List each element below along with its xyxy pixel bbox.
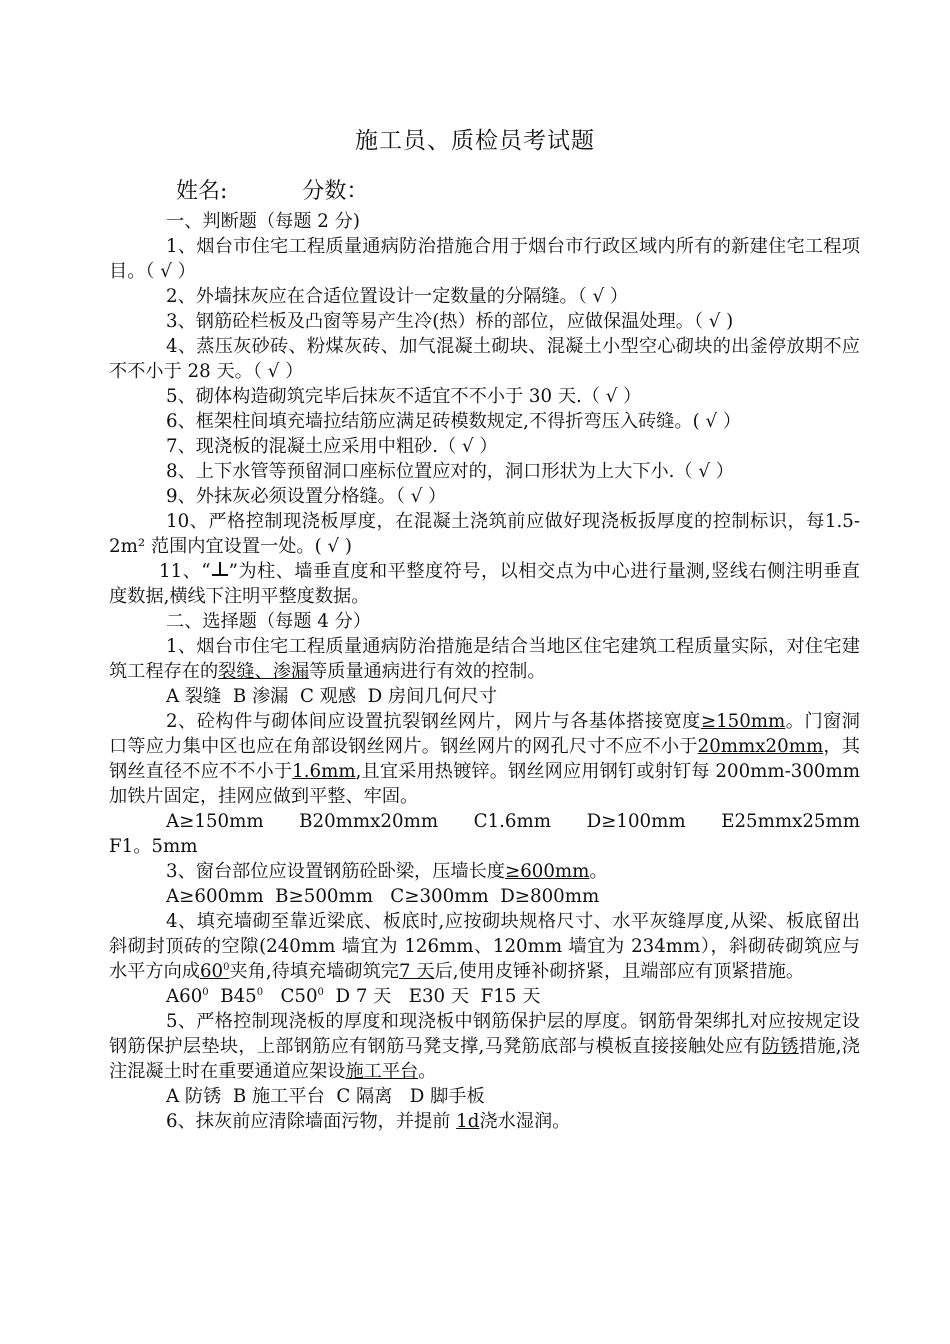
c4-option-rest: D 7 天 E30 天 F15 天 [323,986,541,1007]
c2-answer-3: 1.6mm [292,761,356,782]
c5-text-c: 。 [418,1061,437,1082]
c2-option-d: D≥100mm [586,811,686,832]
judge-question-11 [109,559,860,609]
exam-content [109,209,860,1134]
choice-question-3 [109,859,860,884]
c3-text-b: 。 [589,861,608,882]
c6-text-b: 浇水湿润。 [479,1111,571,1132]
section-choice-title: 二、选择题（每题 4 分） [166,611,372,632]
judge-q11-text-a: 11、“ [159,561,211,582]
judge-question-4: 4、蒸压灰砂砖、粉煤灰砖、加气混凝土砌块、混凝土小型空心砌块的出釜停放期不应不不小于 28 天。（ √ ） [109,336,860,382]
perpendicular-symbol-icon [211,562,229,578]
choice-question-6 [109,1109,860,1134]
choice-question-4 [109,909,860,984]
c4-answer-1-degree: 0 [223,962,230,973]
judge-question-7: 7、现浇板的混凝土应采用中粗砂.（ √ ） [166,436,498,457]
judge-question-9: 9、外抹灰必须设置分格缝。（ √ ） [166,486,447,507]
c2-answer-1: ≥150mm [700,711,786,732]
section-judge-title: 一、判断题（每题 2 分) [166,211,360,232]
c4-option-c-degree: 0 [317,987,324,998]
c3-text-a: 3、窗台部位应设置钢筋砼卧梁，压墙长度 [166,861,505,882]
score-label: 分数： [302,179,369,204]
c2-option-c: C1.6mm [473,811,551,832]
judge-question-5: 5、砌体构造砌筑完毕后抹灰不适宜不不小于 30 天.（ √ ） [166,386,642,407]
c2-option-a: A≥150mm [166,811,264,832]
c2-text-c: ，其钢丝直径不应不不小于 [109,736,860,782]
c5-text-b: 措施,浇注混凝土时在重要通道应架设 [109,1036,860,1082]
c6-answer-1: 1d [456,1111,480,1132]
c4-text-a: 4、填充墙砌至靠近梁底、板底时,应按砌块规格尺寸、水平灰缝厚度,从梁、板底留出斜砌封顶砖的空隙(240mm 墙宜为 126mm、120mm 墙宜为 234mm），斜砌砖砌筑应与水平方向成 [109,911,860,982]
c4-option-c: C50 [263,986,318,1007]
c5-answer-2: 施工平台 [345,1061,419,1082]
c4-option-b: B45 [208,986,257,1007]
page-title: 施工员、质检员考试题 [355,128,595,154]
c2-text-a: 2、砼构件与砌体间应设置抗裂钢丝网片，网片与各基体搭接宽度 [166,711,701,732]
c1-answer-1: 裂缝、渗漏 [218,661,310,682]
c4-option-b-degree: 0 [256,987,264,998]
judge-question-2: 2、外墙抹灰应在合适位置设计一定数量的分隔缝。（ √ ） [166,286,629,307]
choice-3-options: A≥600mm B≥500mm C≥300mm D≥800mm [166,886,600,907]
c5-text-a: 5、严格控制现浇板的厚度和现浇板中钢筋保护层的厚度。钢筋骨架绑扎对应按规定设钢筋保护层垫块，上部钢筋应有钢筋马凳支撑,马凳筋底部与模板直接接触处应有 [109,1011,860,1057]
judge-question-6: 6、框架柱间填充墙拉结筋应满足砖模数规定,不得折弯压入砖缝。( √ ） [166,411,742,432]
judge-question-3: 3、钢筋砼栏板及凸窗等易产生冷(热）桥的部位，应做保温处理。（ √ ) [166,311,734,332]
judge-question-10: 10、严格控制现浇板厚度，在混凝土浇筑前应做好现浇板扳厚度的控制标识，每1.5-2m² 范围内宜设置一处。( √ ) [109,511,860,557]
c4-answer-1 [200,961,230,982]
choice-question-2 [109,709,860,809]
judge-question-8: 8、上下水管等预留洞口座标位置应对的，洞口形状为上大下小.（ √ ） [166,461,734,482]
c5-answer-1: 防锈 [761,1036,799,1057]
c2-option-f: F1。5mm [109,836,198,857]
choice-2-options [109,809,860,834]
name-score-row [176,174,368,205]
choice-4-options [109,984,860,1009]
c4-option-a-degree: 0 [202,987,209,998]
c4-answer-1-value: 60 [199,961,224,982]
judge-q11-text-b: ”为柱、墙垂直度和平整度符号，以相交点为中心进行量测,竖线右侧注明垂直度数据,横线下注明平整度数据。 [109,561,860,607]
c2-option-b: B20mmx20mm [299,811,439,832]
c1-text-b: 等质量通病进行有效的控制。 [309,661,546,682]
choice-question-1 [109,634,860,684]
c4-answer-2: 7 天 [398,961,435,982]
judge-question-1: 1、烟台市住宅工程质量通病防治措施合用于烟台市行政区域内所有的新建住宅工程项目。（ √ ） [109,236,860,282]
c4-text-c: 后,使用皮锤补砌挤紧，且端部应有顶紧措施。 [434,961,805,982]
c1-text-a: 1、烟台市住宅工程质量通病防治措施是结合当地区住宅建筑工程质量实际，对住宅建筑工程存在的 [109,636,860,682]
choice-5-options: A 防锈 B 施工平台 C 隔离 D 脚手板 [166,1086,485,1107]
choice-1-options: A 裂缝 B 渗漏 C 观感 D 房间几何尺寸 [166,686,498,707]
choice-question-5 [109,1009,860,1084]
c2-option-e: E25mmx25mm [721,811,860,832]
c2-text-b: 。门窗洞口等应力集中区也应在角部设钢丝网片。钢丝网片的网孔尺寸不应不小于 [109,711,860,757]
c3-answer-1: ≥600mm [504,861,590,882]
c4-option-a: A60 [166,986,203,1007]
name-label: 姓名: [176,179,228,204]
c6-text-a: 6、抹灰前应清除墙面污物，并提前 [166,1111,457,1132]
c2-text-d: ,且宜采用热镀锌。钢丝网应用钢钉或射钉每 200mm-300mm 加铁片固定，挂网应做到平整、牢固。 [109,761,860,807]
c4-text-b: 夹角,待填充墙砌筑完 [229,961,399,982]
c2-answer-2: 20mmx20mm [697,736,824,757]
